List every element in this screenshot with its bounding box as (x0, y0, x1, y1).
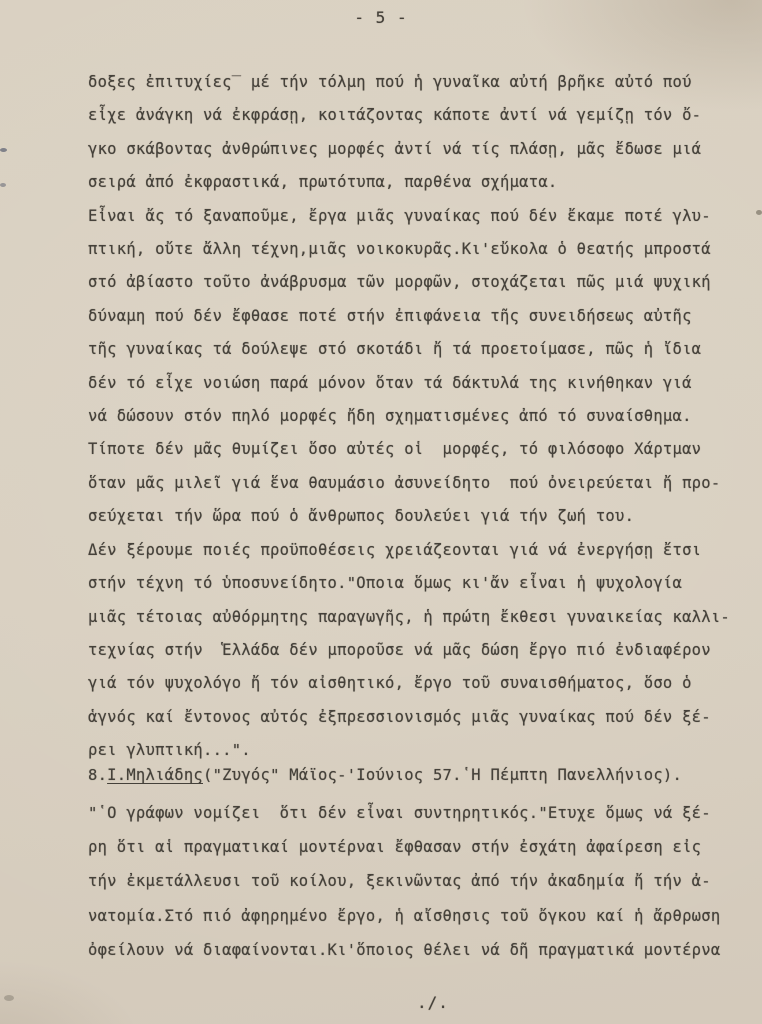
scan-artifact (756, 210, 762, 215)
text-line: στό ἀβίαστο τοῦτο ἀνάβρυσμα τῶν μορφῶν, στοχάζεται πῶς μιά ψυχική (88, 273, 711, 292)
text-line: δέν τό εἶχε νοιώση παρά μόνον ὅταν τά δάκτυλά της κινήθηκαν γιά (88, 373, 692, 392)
scan-artifact (4, 995, 14, 1001)
text-line: Τίποτε δέν μᾶς θυμίζει ὅσο αὐτές οἱ μορφές, τό φιλόσοφο Χάρτμαν (88, 440, 702, 459)
text-line: ρη ὅτι αἱ πραγματικαί μοντέρναι ἔφθασαν στήν ἐσχάτη ἀφαίρεση εἰς (88, 838, 702, 857)
text-line: δύναμη πού δέν ἔφθασε ποτέ στήν ἐπιφάνεια τῆς συνειδήσεως αὐτῆς (88, 306, 692, 325)
text-line: τεχνίας στήν Ἑλλάδα δέν μποροῦσε νά μᾶς δώση ἔργο πιό ἐνδιαφέρον (88, 640, 711, 659)
text-line: τῆς γυναίκας τά δούλεψε στό σκοτάδι ἤ τά προετοίμασε, πῶς ἡ ἴδια (88, 340, 702, 359)
paragraph-quote-2 (88, 796, 738, 967)
page-number: - 5 - (354, 8, 408, 27)
text-line: Εἶναι ἄς τό ξαναποῦμε, ἔργα μιᾶς γυναίκας πού δέν ἔκαμε ποτέ γλυ- (88, 206, 711, 225)
text-line: ὀφείλουν νά διαφαίνονται.Κι'ὅποιος θέλει νά δῆ πραγματικά μοντέρνα (88, 940, 721, 959)
text-line: τήν ἐκμετάλλευσι τοῦ κοίλου, ξεκινῶντας ἀπό τήν ἀκαδημία ἤ τήν ἀ- (88, 872, 711, 891)
continuation-mark: ./. (417, 993, 449, 1012)
text-line: γκο σκάβοντας ἀνθρώπινες μορφές ἀντί νά τίς πλάσῃ, μᾶς ἔδωσε μιά (88, 139, 702, 158)
text-line: ὅταν μᾶς μιλεῖ γιά ἕνα θαυμάσιο ἀσυνείδητο πού ὀνειρεύεται ἤ προ- (88, 473, 721, 492)
text-line: νατομία.Στό πιό ἀφηρημένο ἔργο, ἡ αἴσθησις τοῦ ὄγκου καί ἡ ἄρθρωση (88, 906, 721, 925)
text-line: στήν τέχνη τό ὑποσυνείδητο."Οποια ὅμως κι'ἄν εἶναι ἡ ψυχολογία (88, 574, 683, 593)
citation-heading (88, 758, 728, 792)
text-line: σειρά ἀπό ἐκφραστικά, πρωτότυπα, παρθένα σχήματα. (88, 173, 558, 192)
citation-number: 8. (88, 766, 108, 784)
citation-source: ("Ζυγός" Μάϊος-'Ιούνιος 57.῾Η Πέμπτη Πανελλήνιος). (203, 766, 683, 784)
text-line: νά δώσουν στόν πηλό μορφές ἤδη σχηματισμένες ἀπό τό συναίσθημα. (88, 407, 692, 426)
scan-artifact (0, 183, 6, 187)
scan-artifact (0, 148, 7, 152)
text-line: γιά τόν ψυχολόγο ἤ τόν αἰσθητικό, ἔργο τοῦ συναισθήματος, ὅσο ὁ (88, 674, 692, 693)
text-line: ἁγνός καί ἔντονος αὐτός ἐξπρεσσιονισμός μιᾶς γυναίκας πού δέν ξέ- (88, 707, 711, 726)
text-line: "῾Ο γράφων νομίζει ὅτι δέν εἶναι συντηρητικός."Ετυχε ὅμως νά ξέ- (88, 804, 711, 822)
text-line: ρει γλυπτική...". (88, 741, 251, 760)
paragraph-quote-1 (88, 66, 728, 768)
text-line: δοξες ἐπιτυχίες‾ μέ τήν τόλμη πού ἡ γυναῖκα αὐτή βρῆκε αὐτό πού (88, 73, 692, 91)
text-line: μιᾶς τέτοιας αὐθόρμητης παραγωγῆς, ἡ πρώτη ἔκθεσι γυναικείας καλλι- (88, 607, 730, 626)
text-line: εἶχε ἀνάγκη νά ἐκφράσῃ, κοιτάζοντας κάποτε ἀντί νά γεμίζῃ τόν ὄ- (88, 106, 702, 125)
text-line: Δέν ξέρουμε ποιές προϋποθέσεις χρειάζεονται γιά νά ἐνεργήσῃ ἔτσι (88, 540, 702, 559)
citation-author: Ι.Μηλιάδης (107, 766, 203, 784)
text-line: σεύχεται τήν ὥρα πού ὁ ἄνθρωπος δουλεύει γιά τήν ζωή του. (88, 507, 635, 526)
text-line: πτική, οὔτε ἄλλη τέχνη,μιᾶς νοικοκυρᾶς.Κι'εὔκολα ὁ θεατής μπροστά (88, 240, 711, 259)
